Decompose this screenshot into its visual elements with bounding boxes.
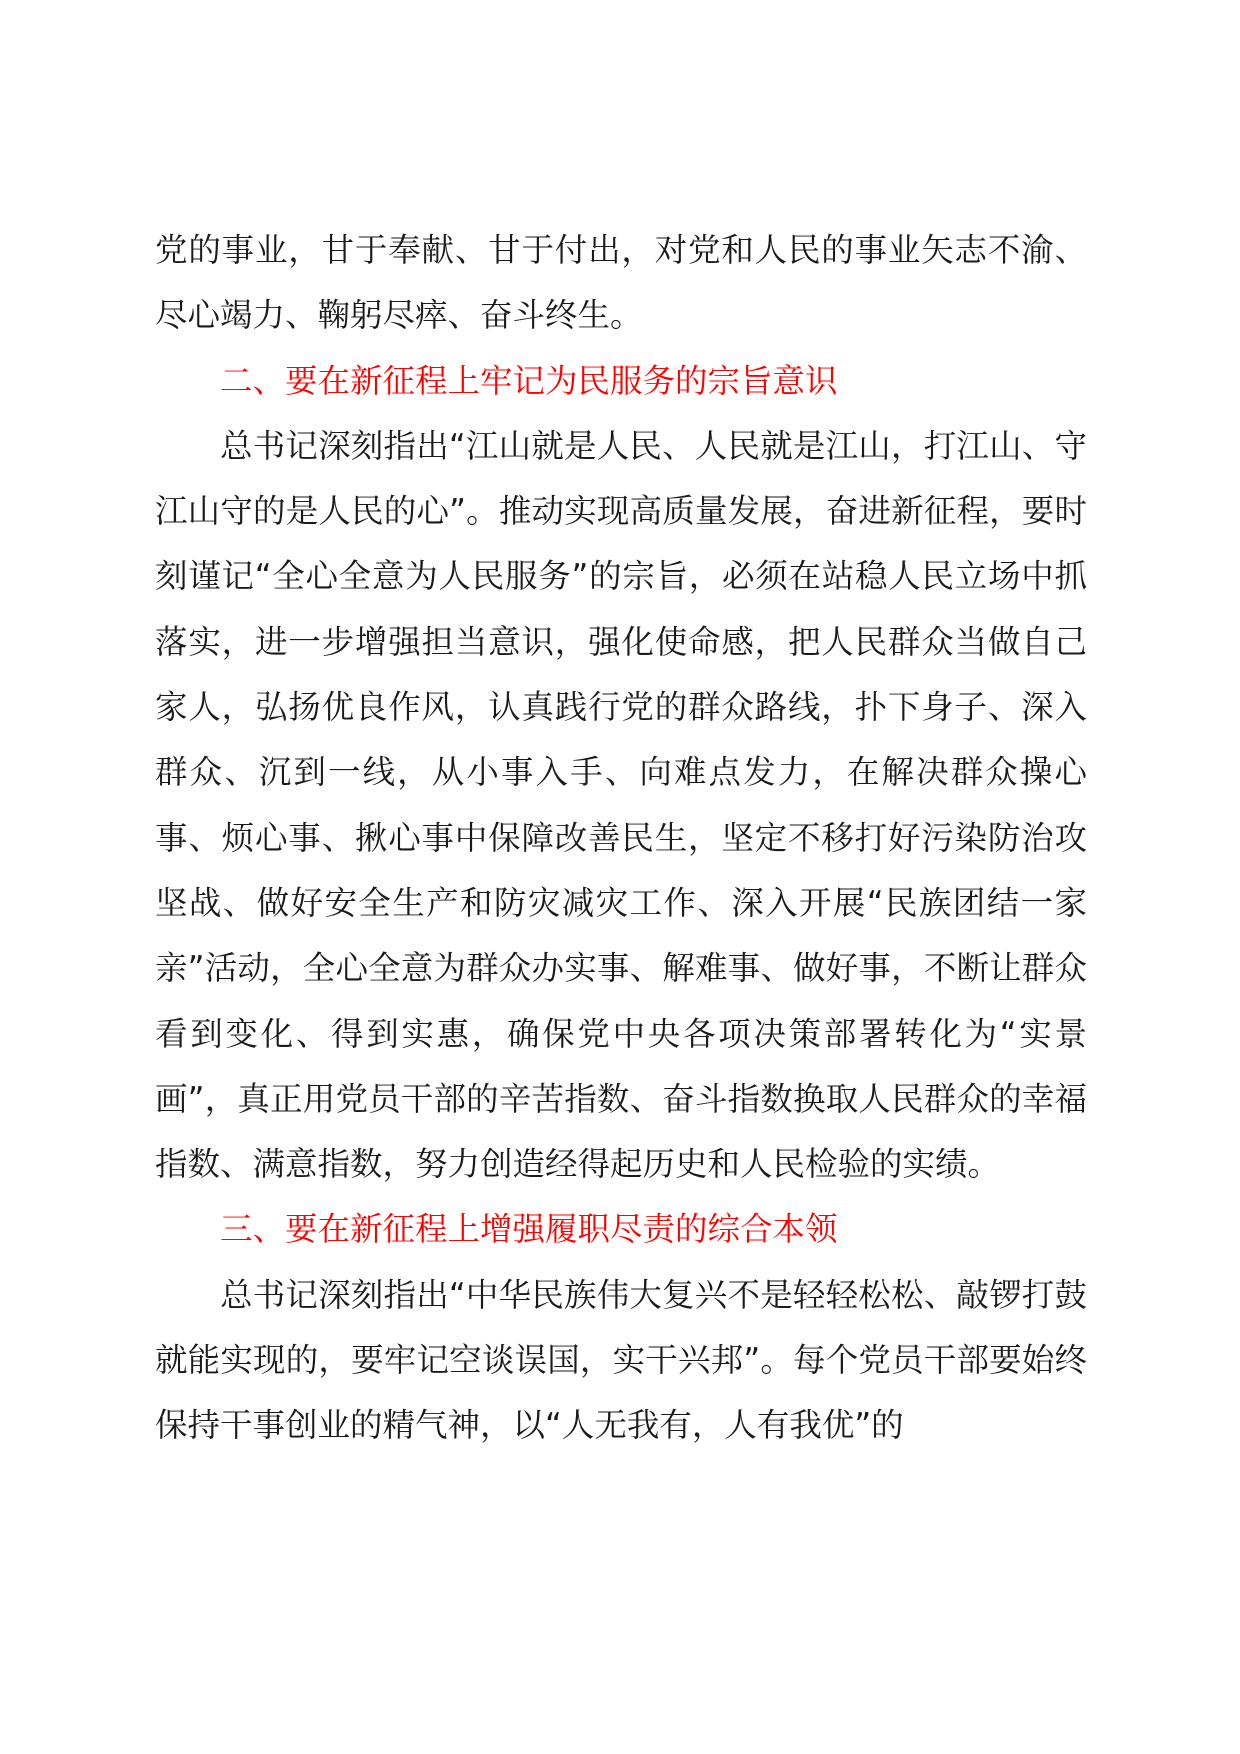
section-heading-2: 二、要在新征程上牢记为民服务的宗旨意识: [220, 361, 838, 400]
continuation-paragraph: 党的事业，甘于奉献、甘于付出，对党和人民的事业矢志不渝、尽心竭力、鞠躬尽瘁、奋斗终生。: [155, 231, 1087, 335]
body-paragraph-2: 总书记深刻指出“江山就是人民、人民就是江山，打江山、守江山守的是人民的心”。推动实现高质量发展，奋进新征程，要时刻谨记“全心全意为人民服务”的宗旨，必须在站稳人民立场中抓落实，进一步增强担当意识，强化使命感，把人民群众当做自己家人，弘扬优良作风，认真践行党的群众路线，扑下身子、深入群众、沉到一线，从小事入手、向难点发力，在解决群众操心事、烦心事、揪心事中保障改善民生，坚定不移打好污染防治攻坚战、做好安全生产和防灾减灾工作、深入开展“民族团结一家亲”活动，全心全意为群众办实事、解难事、做好事，不断让群众看到变化、得到实惠，确保党中央各项决策部署转化为“实景画”，真正用党员干部的辛苦指数、奋斗指数换取人民群众的幸福指数、满意指数，努力创造经得起历史和人民检验的实绩。: [155, 426, 1087, 1184]
body-paragraph-3: 总书记深刻指出“中华民族伟大复兴不是轻轻松松、敲锣打鼓就能实现的，要牢记空谈误国，实干兴邦”。每个党员干部要始终保持干事创业的精气神，以“人无我有，人有我优”的: [155, 1275, 1087, 1445]
section-heading-3: 三、要在新征程上增强履职尽责的综合本领: [220, 1210, 838, 1249]
document-body: [155, 218, 1087, 1459]
